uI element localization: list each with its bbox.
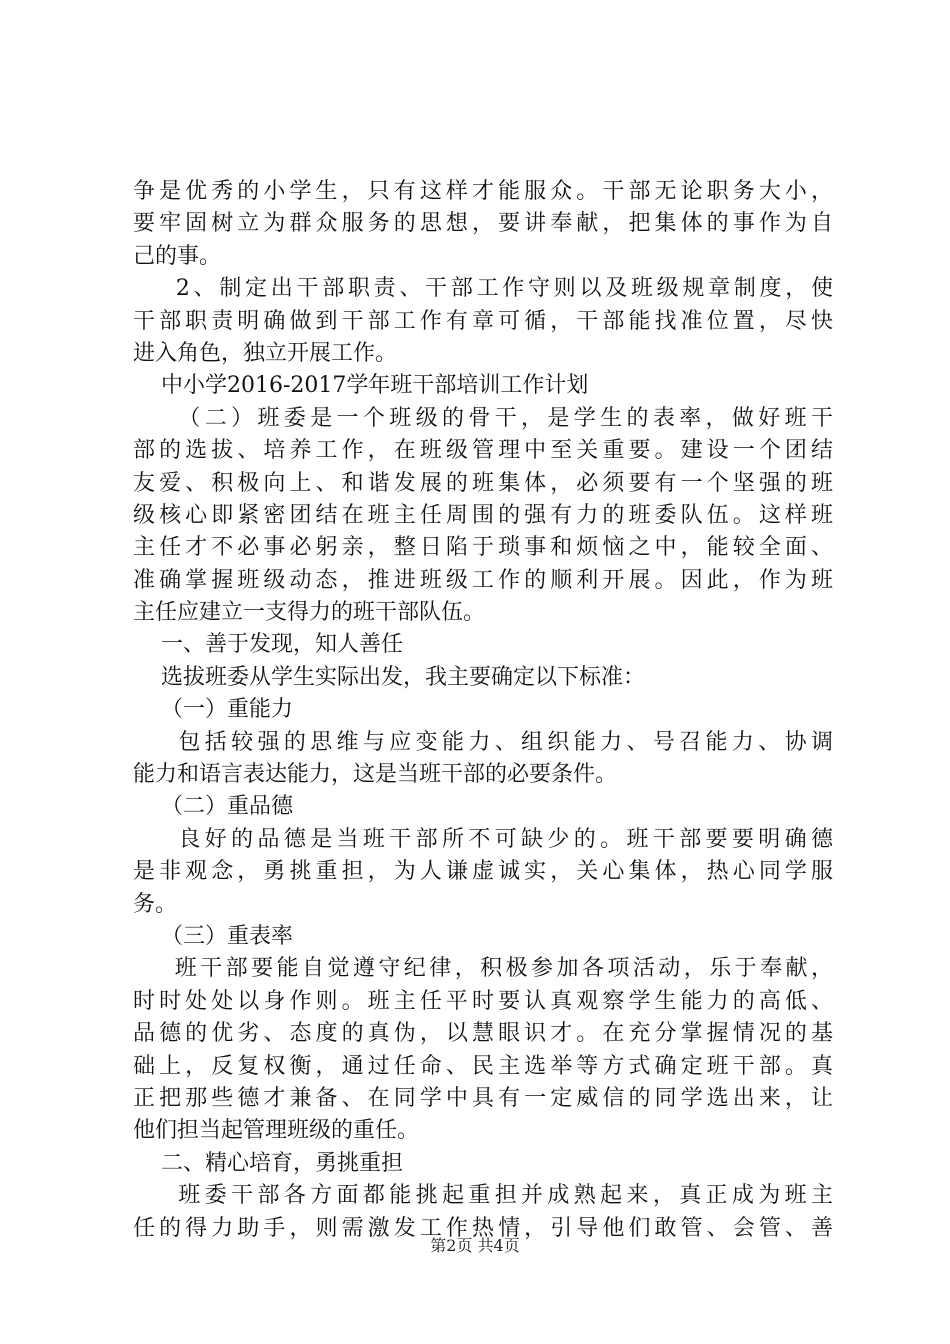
text-line: （一）重能力 xyxy=(133,697,293,723)
text-line: 进入角色，独立开展工作。 xyxy=(133,340,398,366)
text-line: 是非观念，勇挑重担，为人谦虚诚实，关心集体，热心同学服 xyxy=(133,859,833,885)
text-line: 良好的品德是当班干部所不可缺少的。班干部要要明确德 xyxy=(133,826,833,852)
text-line: （二）班委是一个班级的骨干，是学生的表率，做好班干 xyxy=(133,405,833,431)
text-line: 2、制定出干部职责、干部工作守则以及班级规章制度，使 xyxy=(133,276,833,302)
text-line: 班委干部各方面都能挑起重担并成熟起来，真正成为班主 xyxy=(133,1183,833,1209)
text-line: 他们担当起管理班级的重任。 xyxy=(133,1118,420,1144)
text-line: （三）重表率 xyxy=(133,923,293,949)
text-line: 品德的优劣、态度的真伪，以慧眼识才。在充分掌握情况的基 xyxy=(133,1021,833,1047)
text-line: 己的事。 xyxy=(133,243,222,269)
text-line: 能力和语言表达能力，这是当班干部的必要条件。 xyxy=(133,762,618,788)
text-line: 础上，反复权衡，通过任命、民主选举等方式确定班干部。真 xyxy=(133,1053,833,1079)
text-line: 主任才不必事必躬亲，整日陷于琐事和烦恼之中，能较全面、 xyxy=(133,535,833,561)
page-footer: 第2页 共4页 xyxy=(430,1236,520,1255)
text-line: 一、善于发现，知人善任 xyxy=(133,632,403,658)
text-line: 中小学2016-2017学年班干部培训工作计划 xyxy=(133,373,589,399)
text-line: 选拔班委从学生实际出发，我主要确定以下标准： xyxy=(133,664,645,690)
text-line: 务。 xyxy=(133,891,178,917)
text-line: （二）重品德 xyxy=(133,794,293,820)
text-line: 任的得力助手，则需激发工作热情，引导他们敢管、会管、善 xyxy=(133,1215,833,1241)
text-line: 二、精心培育，勇挑重担 xyxy=(133,1150,403,1176)
text-line: 部的选拔、培养工作，在班级管理中至关重要。建设一个团结 xyxy=(133,438,833,464)
text-line: 正把那些德才兼备、在同学中具有一定威信的同学选出来，让 xyxy=(133,1085,833,1111)
text-line: 时时处处以身作则。班主任平时要认真观察学生能力的高低、 xyxy=(133,988,833,1014)
text-line: 要牢固树立为群众服务的思想，要讲奉献，把集体的事作为自 xyxy=(133,211,833,237)
text-line: 干部职责明确做到干部工作有章可循，干部能找准位置，尽快 xyxy=(133,308,833,334)
text-line: 准确掌握班级动态，推进班级工作的顺利开展。因此，作为班 xyxy=(133,567,833,593)
text-line: 班干部要能自觉遵守纪律，积极参加各项活动，乐于奉献， xyxy=(133,956,833,982)
text-line: 级核心即紧密团结在班主任周围的强有力的班委队伍。这样班 xyxy=(133,502,833,528)
document-body xyxy=(133,176,833,1245)
text-line: 友爱、积极向上、和谐发展的班集体，必须要有一个坚强的班 xyxy=(133,470,833,496)
text-line: 争是优秀的小学生，只有这样才能服众。干部无论职务大小， xyxy=(133,179,833,204)
text-line: 包括较强的思维与应变能力、组织能力、号召能力、协调 xyxy=(133,729,833,755)
text-line: 主任应建立一支得力的班干部队伍。 xyxy=(133,600,486,626)
